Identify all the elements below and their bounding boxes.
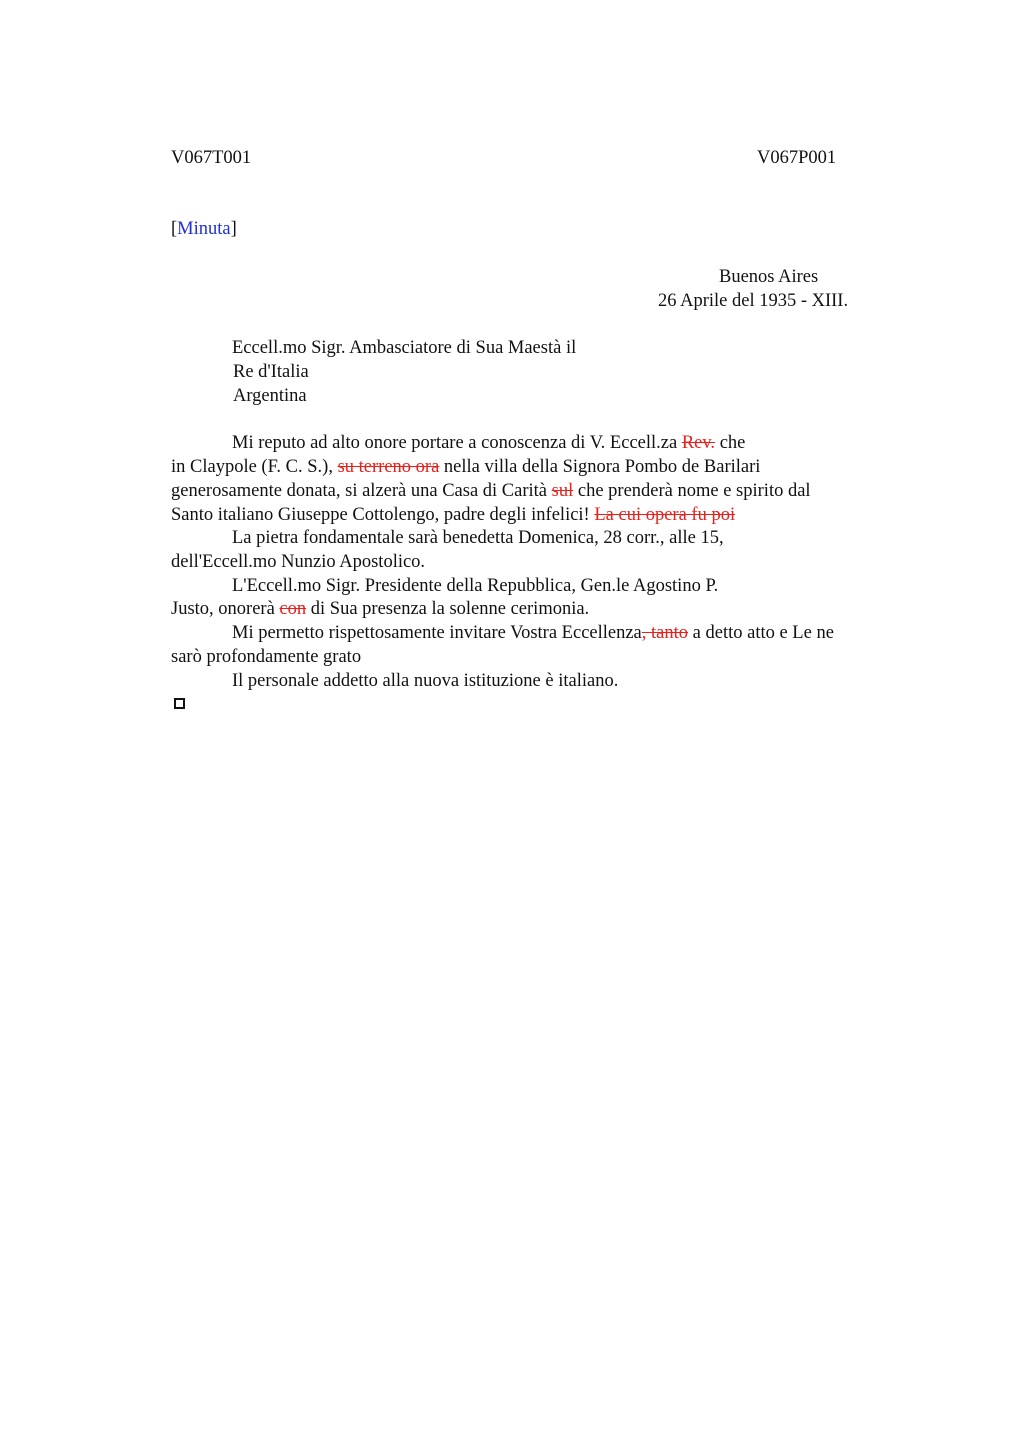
deleted-text: La cui opera fu poi: [594, 505, 736, 525]
body-line-7: L'Eccell.mo Sigr. Presidente della Repubblica, Gen.le Agostino P.: [232, 576, 719, 596]
left-code: V067T001: [171, 148, 252, 168]
text-segment: nella villa della Signora Pombo de Barilari: [439, 457, 761, 477]
text-segment: che prenderà nome e spirito dal: [573, 481, 811, 501]
address-line-2: Re d'Italia: [233, 362, 309, 382]
deleted-text: , tanto: [641, 623, 689, 643]
text-segment: a detto atto e Le ne: [688, 623, 834, 643]
text-segment: Mi permetto rispettosamente invitare Vostra Eccellenza: [232, 623, 642, 643]
address-line-3: Argentina: [233, 386, 307, 406]
place: Buenos Aires: [719, 267, 819, 287]
checkbox-square-icon: [174, 698, 185, 709]
text-segment: Mi reputo ad alto onore portare a conoscenza di V. Eccell.za: [232, 433, 682, 453]
body-line-1: [232, 432, 745, 454]
body-line-6: dell'Eccell.mo Nunzio Apostolico.: [171, 552, 426, 572]
body-line-8: [171, 598, 589, 620]
deleted-text: Rev.: [681, 433, 716, 453]
body-line-3: [171, 480, 811, 502]
right-code: V067P001: [757, 148, 837, 168]
text-segment: in Claypole (F. C. S.),: [171, 457, 338, 477]
text-segment: generosamente donata, si alzerà una Casa di Carità: [171, 481, 552, 501]
body-line-2: [171, 456, 760, 478]
deleted-text: sul: [551, 481, 574, 501]
body-line-5: La pietra fondamentale sarà benedetta Domenica, 28 corr., alle 15,: [232, 528, 724, 548]
text-segment: che: [715, 433, 746, 453]
minuta-label: [171, 218, 237, 240]
text-segment: Justo, onorerà: [171, 599, 280, 619]
body-line-10: sarò profondamente grato: [171, 647, 362, 667]
body-line-11: Il personale addetto alla nuova istituzione è italiano.: [232, 671, 619, 691]
text-segment: di Sua presenza la solenne cerimonia.: [306, 599, 590, 619]
text-segment: Santo italiano Giuseppe Cottolengo, padre degli infelici!: [171, 505, 595, 525]
deleted-text: su terreno ora: [337, 457, 440, 477]
body-line-4: [171, 504, 735, 526]
date: 26 Aprile del 1935 - XIII.: [658, 291, 849, 311]
deleted-text: con: [279, 599, 307, 619]
body-line-9: [232, 622, 834, 644]
bracket-open: [: [171, 219, 178, 239]
minuta-text: Minuta: [177, 219, 231, 239]
bracket-close: ]: [230, 219, 237, 239]
address-line-1: Eccell.mo Sigr. Ambasciatore di Sua Maestà il: [232, 338, 577, 358]
